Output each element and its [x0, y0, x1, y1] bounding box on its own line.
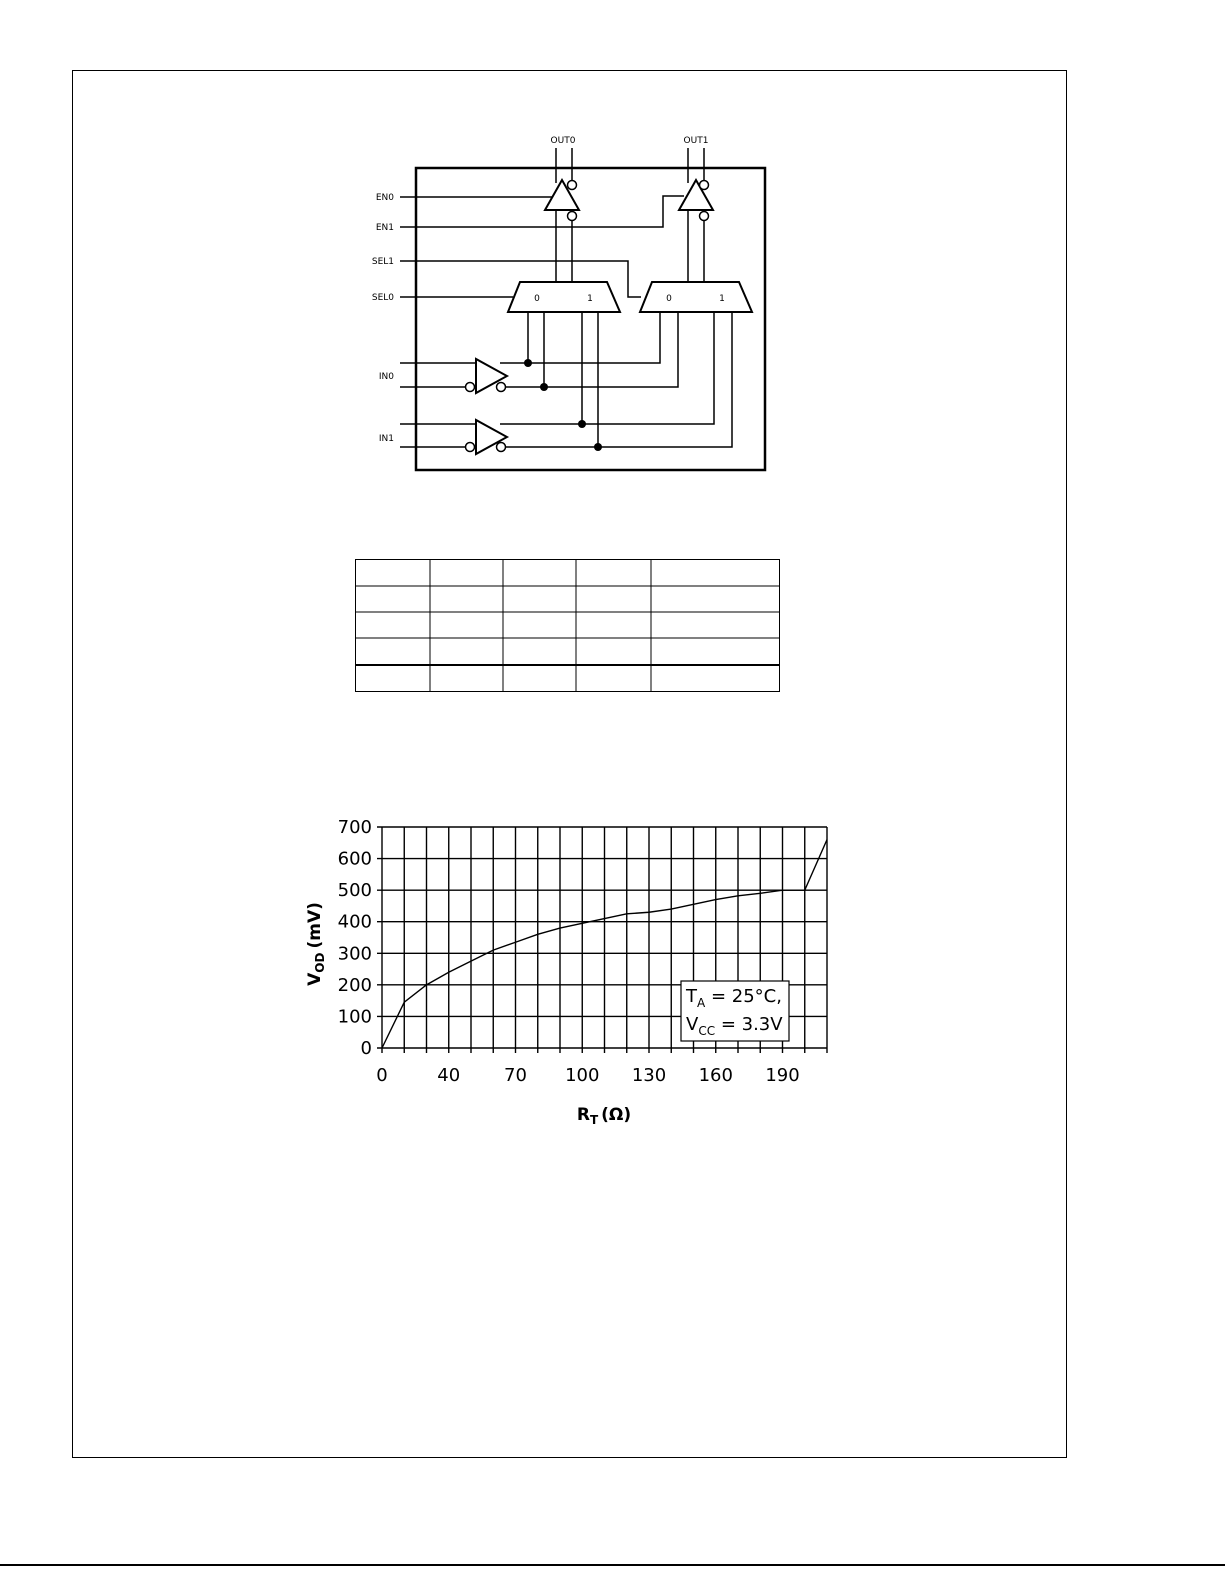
bottom-rule — [0, 1564, 1225, 1566]
driver-0-inv-in — [568, 212, 577, 221]
truth-table — [355, 559, 781, 693]
junction-dot — [578, 420, 586, 428]
x-tick-label: 70 — [504, 1065, 527, 1086]
pin-label-out0: OUT0 — [550, 136, 576, 146]
x-axis-label: $R_T$ (Ω) — [576, 1105, 632, 1127]
junction-dot — [540, 383, 548, 391]
y-tick-label: 100 — [337, 1006, 372, 1028]
logic-diagram — [360, 125, 780, 480]
x-tick-labels — [376, 1065, 799, 1086]
pin-label-sel1: SEL1 — [371, 257, 394, 267]
annotation-line-1: $T_A = 25^\circ C$, — [686, 986, 782, 1010]
mux-0 — [508, 282, 620, 312]
mux-0-input-1-label: 1 — [587, 294, 593, 304]
driver-0-inv-out — [568, 181, 577, 190]
y-tick-label: 0 — [360, 1038, 372, 1059]
vod-vs-rt-chart — [290, 805, 850, 1145]
mux-1 — [640, 282, 752, 312]
receiver-0-inv-in — [466, 383, 475, 392]
conditions-annotation — [681, 981, 789, 1041]
y-tick-label: 400 — [337, 911, 372, 933]
mux-1-input-0-label: 0 — [666, 294, 672, 304]
pin-label-sel0: SEL0 — [371, 293, 394, 303]
mux-0-input-0-label: 0 — [534, 294, 540, 304]
y-axis-label: $V_{OD}(mV)$ — [305, 902, 327, 986]
driver-1-inv-out — [700, 181, 709, 190]
y-tick-label: 700 — [337, 817, 372, 838]
driver-1-inv-in — [700, 212, 709, 221]
x-tick-label: 100 — [565, 1065, 600, 1086]
x-tick-label: 160 — [698, 1065, 733, 1086]
pin-label-in1: IN1 — [378, 434, 394, 444]
receiver-1-inv-in — [466, 443, 475, 452]
receiver-1-inv-out — [497, 443, 506, 452]
y-tick-label: 300 — [337, 943, 372, 965]
pin-label-en0: EN0 — [375, 193, 394, 203]
x-tick-label: 190 — [765, 1065, 800, 1086]
y-tick-label: 200 — [337, 974, 372, 996]
pin-label-in0: IN0 — [378, 372, 394, 382]
y-tick-labels — [338, 817, 372, 1059]
junction-dot — [524, 359, 532, 367]
mux-1-input-1-label: 1 — [719, 294, 725, 304]
annotation-line-2: $V_{CC} = 3.3V$ — [686, 1014, 783, 1038]
y-tick-label: 500 — [337, 880, 372, 902]
y-tick-label: 600 — [337, 848, 372, 870]
pin-label-out1: OUT1 — [683, 136, 709, 146]
receiver-0-inv-out — [497, 383, 506, 392]
pin-label-en1: EN1 — [375, 223, 394, 233]
x-tick-label: 0 — [376, 1065, 388, 1086]
junction-dot — [594, 443, 602, 451]
x-tick-label: 130 — [631, 1065, 667, 1086]
x-tick-label: 40 — [437, 1065, 461, 1086]
